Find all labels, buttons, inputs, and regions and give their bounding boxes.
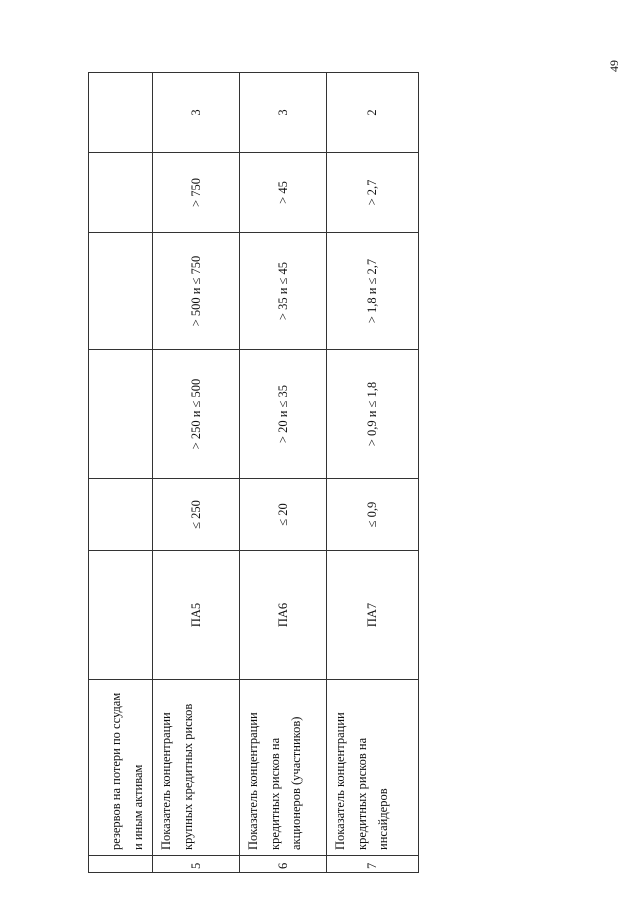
indicator-name: Показатель концентрации крупных кредитных рисков [153,680,240,856]
threshold-4: > 750 [153,153,240,233]
indicator-code: ПА7 [327,551,419,680]
row-number: 5 [153,856,240,873]
threshold-3: > 1,8 и ≤ 2,7 [327,233,419,350]
row-number [89,856,153,873]
threshold-2 [89,350,153,479]
indicator-code: ПА5 [153,551,240,680]
threshold-3: > 500 и ≤ 750 [153,233,240,350]
table-row [153,73,240,873]
table-row [240,73,327,873]
threshold-3 [89,233,153,350]
threshold-1: ≤ 250 [153,479,240,551]
weight-score: 3 [240,73,327,153]
threshold-3: > 35 и ≤ 45 [240,233,327,350]
threshold-2: > 250 и ≤ 500 [153,350,240,479]
indicators-table-rotated [88,73,418,873]
table-frame [88,73,418,873]
indicators-table [88,72,419,873]
indicator-name: резервов на потери по ссудам и иным активам [89,680,153,856]
threshold-1: ≤ 0,9 [327,479,419,551]
threshold-2: > 20 и ≤ 35 [240,350,327,479]
weight-score: 3 [153,73,240,153]
indicator-name: Показатель концентрации кредитных рисков на акционеров (участников) [240,680,327,856]
threshold-4 [89,153,153,233]
weight-score [89,73,153,153]
weight-score: 2 [327,73,419,153]
row-number: 7 [327,856,419,873]
indicator-code [89,551,153,680]
threshold-2: > 0,9 и ≤ 1,8 [327,350,419,479]
threshold-1: ≤ 20 [240,479,327,551]
threshold-4: > 45 [240,153,327,233]
threshold-4: > 2,7 [327,153,419,233]
table-row [89,73,153,873]
indicator-code: ПА6 [240,551,327,680]
row-number: 6 [240,856,327,873]
indicator-name: Показатель концентрации кредитных рисков на инсайдеров [327,680,419,856]
threshold-1 [89,479,153,551]
page-number: 49 [607,60,621,72]
table-row [327,73,419,873]
